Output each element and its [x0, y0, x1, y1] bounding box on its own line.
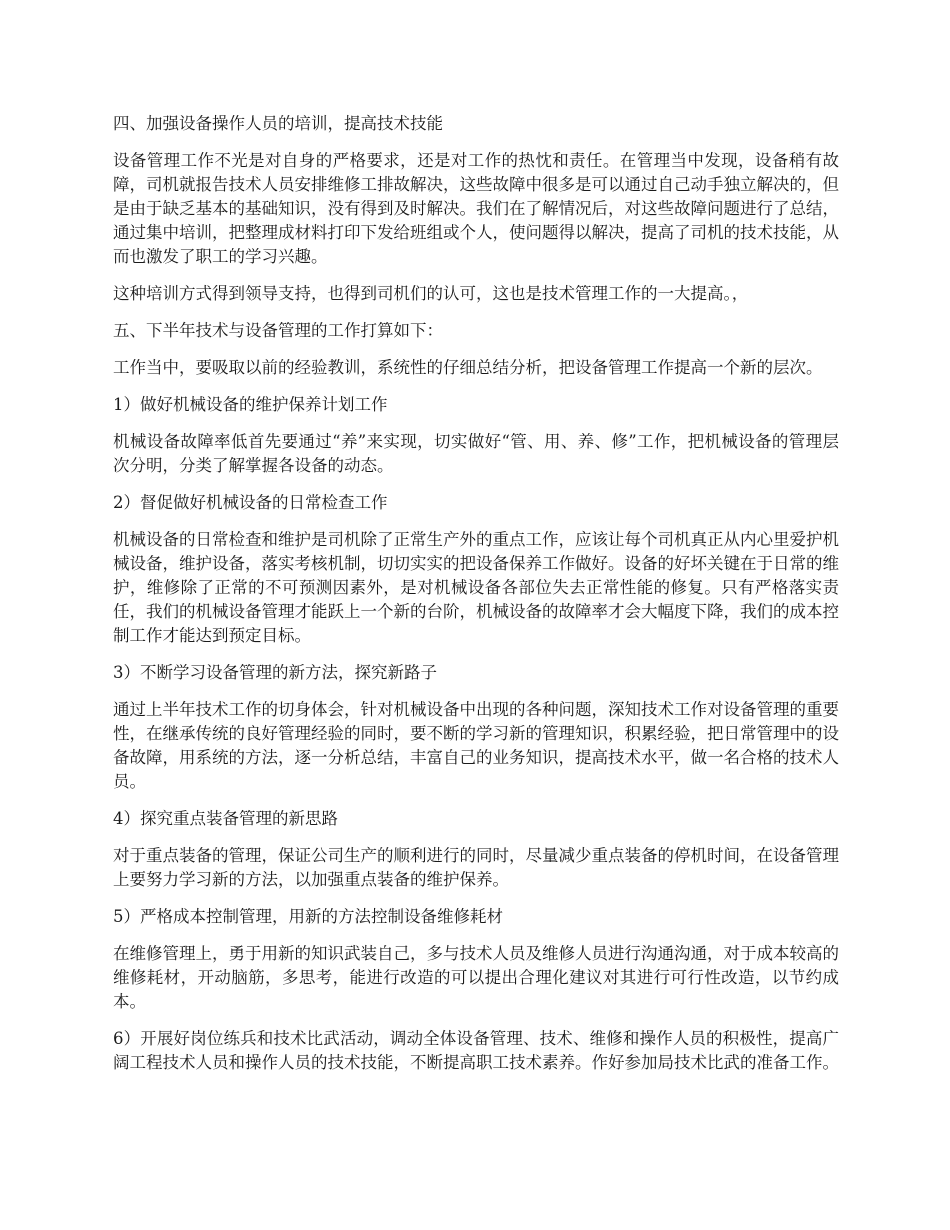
- item-heading-5: 5）严格成本控制管理，用新的方法控制设备维修耗材: [113, 907, 503, 926]
- item-heading-1: 1）做好机械设备的维护保养计划工作: [113, 395, 388, 414]
- paragraph-item-6: 6）开展好岗位练兵和技术比武活动，调动全体设备管理、技术、维修和操作人员的积极性，提高广阔工程技术人员和操作人员的技术技能，不断提高职工技术素养。作好参加局技术比武的准备工作。: [113, 1029, 839, 1072]
- paragraph-item-5: 在维修管理上，勇于用新的知识武装自己，多与技术人员及维修人员进行沟通沟通，对于成本较高的维修耗材，开动脑筋，多思考，能进行改造的可以提出合理化建议对其进行可行性改造，以节约成本。: [113, 944, 839, 1011]
- section-heading-4: 四、加强设备操作人员的培训，提高技术技能: [113, 114, 443, 133]
- paragraph-item-1: 机械设备故障率低首先要通过“养”来实现，切实做好“管、用、养、修”工作，把机械设备的管理层次分明，分类了解掌握各设备的动态。: [113, 432, 839, 475]
- paragraph-item-2: 机械设备的日常检查和维护是司机除了正常生产外的重点工作，应该让每个司机真正从内心里爱护机械设备，维护设备，落实考核机制，切切实实的把设备保养工作做好。设备的好坏关键在于日常的维护，维修除了正常的不可预测因素外，是对机械设备各部位失去正常性能的修复。只有严格落实责任，我们的机械设备管理才能跃上一个新的台阶，机械设备的故障率才会大幅度下降，我们的成本控制工作才能达到预定目标。: [113, 530, 839, 645]
- paragraph-training-result: 这种培训方式得到领导支持，也得到司机们的认可，这也是技术管理工作的一大提高。，: [113, 284, 749, 303]
- paragraph-plan-intro: 工作当中，要吸取以前的经验教训，系统性的仔细总结分析，把设备管理工作提高一个新的层次。: [113, 358, 823, 377]
- item-heading-2: 2）督促做好机械设备的日常检查工作: [113, 493, 388, 512]
- document-body: [113, 112, 839, 1088]
- paragraph-item-3: 通过上半年技术工作的切身体会，针对机械设备中出现的各种问题，深知技术工作对设备管理的重要性，在继承传统的良好管理经验的同时，要不断的学习新的管理知识，积累经验，把日常管理中的设备故障，用系统的方法，逐一分析总结，丰富自己的业务知识，提高技术水平，做一名合格的技术人员。: [113, 700, 839, 791]
- item-heading-3: 3）不断学习设备管理的新方法，探究新路子: [113, 663, 437, 682]
- paragraph-training: 设备管理工作不光是对自身的严格要求，还是对工作的热忱和责任。在管理当中发现，设备稍有故障，司机就报告技术人员安排维修工排故解决，这些故障中很多是可以通过自己动手独立解决的，但是由于缺乏基本的基础知识，没有得到及时解决。我们在了解情况后，对这些故障问题进行了总结，通过集中培训，把整理成材料打印下发给班组或个人，使问题得以解决，提高了司机的技术技能，从而也激发了职工的学习兴趣。: [113, 151, 839, 266]
- section-heading-5: 五、下半年技术与设备管理的工作打算如下：: [113, 321, 443, 340]
- item-heading-4: 4）探究重点装备管理的新思路: [113, 809, 338, 828]
- paragraph-item-4: 对于重点装备的管理，保证公司生产的顺利进行的同时，尽量减少重点装备的停机时间，在设备管理上要努力学习新的方法，以加强重点装备的维护保养。: [113, 846, 839, 889]
